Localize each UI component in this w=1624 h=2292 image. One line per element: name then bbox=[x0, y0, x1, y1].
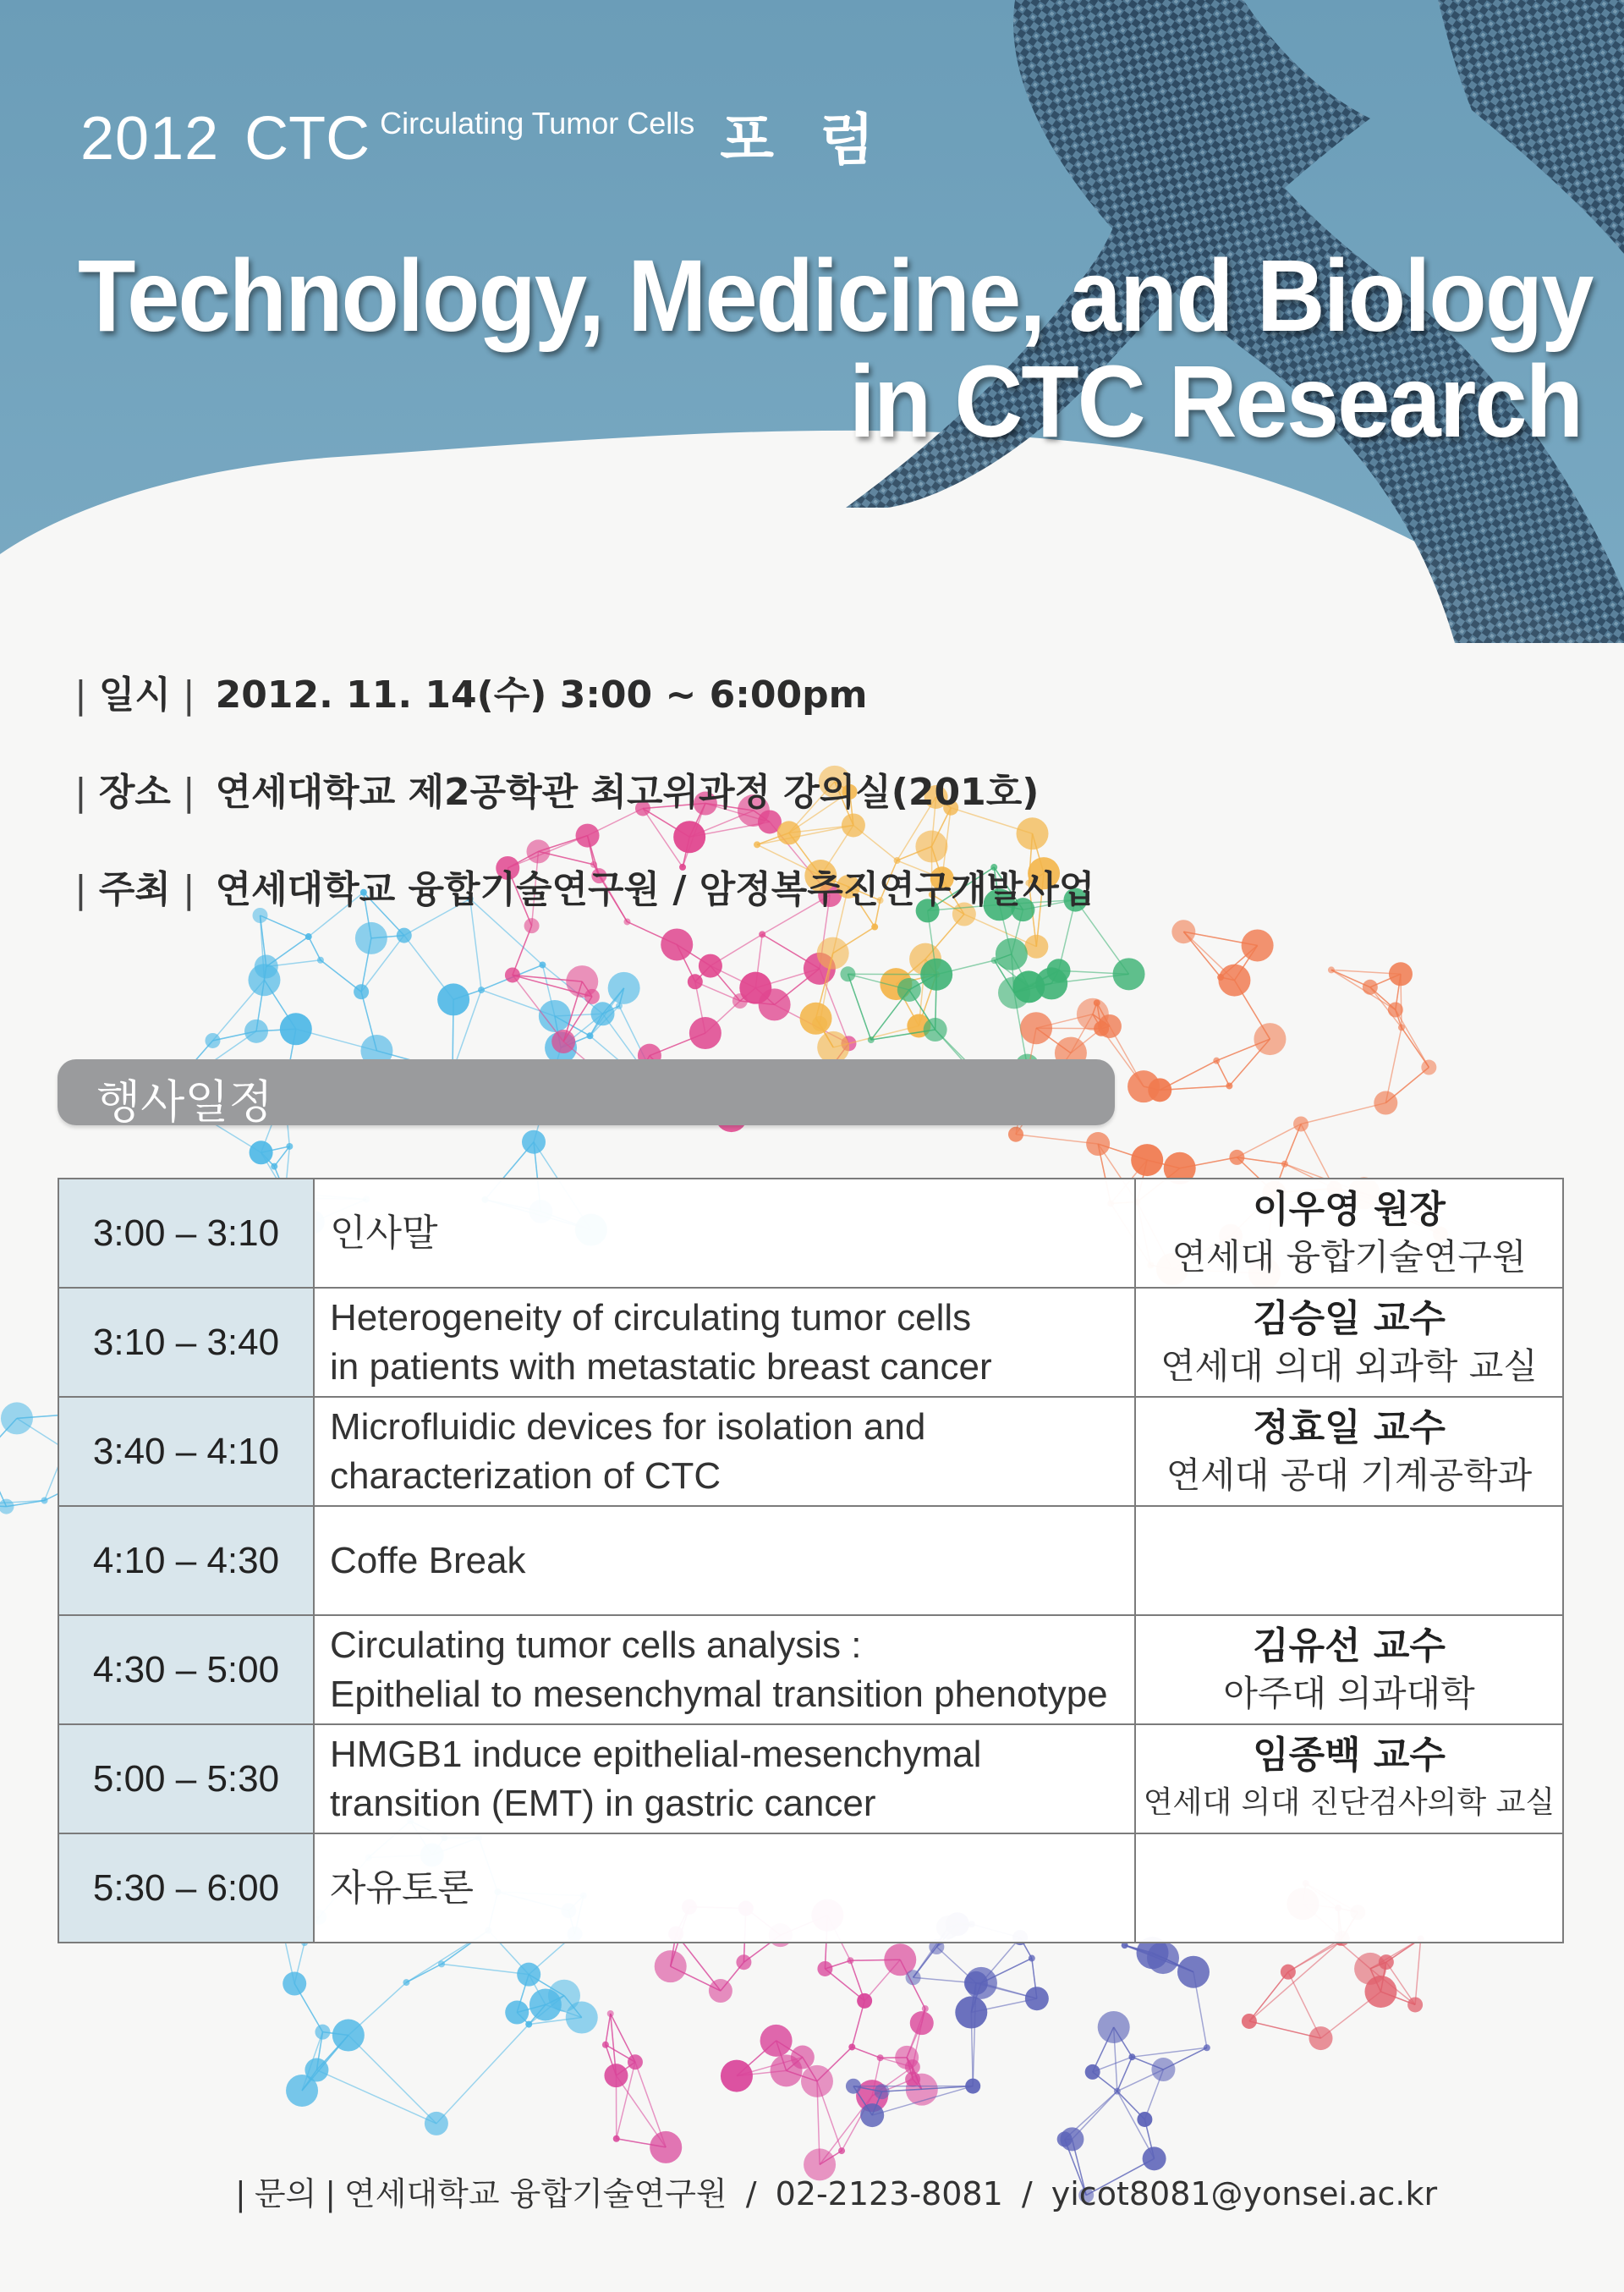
network-node bbox=[965, 2079, 980, 2094]
contact-phone: 02-2123-8081 bbox=[775, 2175, 1003, 2212]
network-node bbox=[777, 821, 801, 844]
speaker-affiliation: 연세대 공대 기계공학과 bbox=[1166, 1454, 1533, 1496]
network-node bbox=[517, 1963, 540, 1987]
network-node bbox=[283, 1972, 306, 1996]
topic-cell bbox=[314, 1615, 1135, 1724]
network-node bbox=[759, 988, 791, 1020]
network-node bbox=[524, 918, 540, 933]
network-node bbox=[812, 1016, 827, 1031]
network-node bbox=[910, 2011, 934, 2035]
network-node bbox=[315, 2025, 330, 2040]
network-node bbox=[244, 1020, 268, 1043]
network-node bbox=[1057, 2131, 1073, 2146]
network-node bbox=[591, 1002, 615, 1025]
speaker-cell bbox=[1135, 1179, 1563, 1288]
network-node bbox=[1114, 2088, 1121, 2095]
network-node bbox=[529, 1988, 562, 2020]
forum-ctc: CTC bbox=[244, 105, 370, 173]
contact-email[interactable]: yicot8081@yonsei.ac.kr bbox=[1051, 2175, 1438, 2212]
network-node bbox=[1281, 1965, 1296, 1980]
network-link bbox=[848, 974, 870, 1040]
network-node bbox=[1127, 1070, 1160, 1102]
table-row bbox=[58, 1397, 1563, 1506]
info-value: 연세대학교 제2공학관 최고위과정 강의실(201호) bbox=[215, 771, 1040, 814]
network-node bbox=[998, 976, 1030, 1009]
info-value: 연세대학교 융합기술연구원 / 암정복추진연구개발사업 bbox=[215, 868, 1095, 911]
network-node bbox=[505, 2001, 529, 2025]
network-node bbox=[539, 961, 546, 968]
speaker-cell bbox=[1135, 1615, 1563, 1724]
network-node bbox=[1151, 2058, 1175, 2081]
network-node bbox=[847, 1957, 853, 1964]
network-node bbox=[1388, 1002, 1403, 1017]
topic-cell bbox=[314, 1179, 1135, 1288]
topic-cell bbox=[314, 1397, 1135, 1506]
network-node bbox=[438, 1960, 445, 1967]
network-node bbox=[1242, 929, 1274, 961]
topic-cell bbox=[314, 1288, 1135, 1397]
network-link bbox=[606, 2014, 611, 2045]
network-node bbox=[760, 2025, 793, 2057]
network-node bbox=[688, 974, 703, 989]
network-node bbox=[655, 1950, 687, 1982]
network-node bbox=[922, 2005, 929, 2012]
network-node bbox=[1281, 1161, 1288, 1168]
speaker-cell bbox=[1135, 1724, 1563, 1833]
network-node bbox=[920, 959, 952, 991]
info-value: 2012. 11. 14(수) 3:00 ~ 6:00pm bbox=[215, 673, 868, 717]
network-node bbox=[1226, 1082, 1232, 1089]
network-node bbox=[1029, 1955, 1035, 1962]
network-node bbox=[1137, 2112, 1152, 2127]
network-node bbox=[699, 954, 722, 978]
topic-line: Circulating tumor cells analysis : bbox=[330, 1624, 862, 1666]
main-title-line-2: in CTC Research bbox=[848, 344, 1582, 459]
network-node bbox=[868, 1036, 875, 1043]
table-row bbox=[58, 1506, 1563, 1615]
network-node bbox=[317, 957, 324, 964]
speaker-cell bbox=[1135, 1506, 1563, 1615]
topic-cell bbox=[314, 1724, 1135, 1833]
network-node bbox=[1008, 1127, 1023, 1142]
network-link bbox=[852, 2047, 880, 2058]
info-host: | 주최 | 연세대학교 융합기술연구원 / 암정복추진연구개발사업 bbox=[74, 868, 1095, 911]
network-node bbox=[1328, 966, 1335, 973]
network-node bbox=[791, 2046, 815, 2069]
network-node bbox=[271, 1163, 277, 1170]
network-link bbox=[436, 2025, 529, 2124]
table-row bbox=[58, 1179, 1563, 1288]
network-node bbox=[838, 2147, 845, 2154]
network-node bbox=[1020, 1012, 1052, 1044]
network-node bbox=[996, 938, 1028, 970]
main-title-line-1: Technology, Medicine, and Biology bbox=[78, 239, 1593, 353]
contact-label: 문의 bbox=[254, 2175, 317, 2212]
forum-ctc-full: Circulating Tumor Cells bbox=[380, 106, 695, 140]
time-cell: 3:00 – 3:10 bbox=[58, 1179, 314, 1288]
network-node bbox=[248, 964, 280, 996]
network-node bbox=[673, 821, 705, 853]
network-node bbox=[1407, 1997, 1423, 2012]
speaker-cell bbox=[1135, 1397, 1563, 1506]
network-node bbox=[736, 1954, 751, 1970]
network-node bbox=[991, 957, 998, 964]
network-node bbox=[817, 937, 849, 970]
network-link bbox=[0, 1455, 6, 1507]
network-node bbox=[842, 813, 865, 837]
network-node bbox=[1077, 998, 1109, 1031]
network-node bbox=[613, 2135, 620, 2142]
network-node bbox=[354, 984, 369, 999]
network-node bbox=[817, 1961, 832, 1976]
network-node bbox=[1242, 2014, 1257, 2029]
contact-org: 연세대학교 융합기술연구원 bbox=[344, 2175, 727, 2212]
network-link bbox=[1415, 1939, 1421, 2005]
topic-line: Epithelial to mesenchymal transition phenotype bbox=[330, 1673, 1108, 1715]
network-node bbox=[551, 1030, 575, 1053]
network-node bbox=[608, 972, 640, 1004]
network-node bbox=[1085, 2064, 1100, 2080]
network-node bbox=[871, 924, 878, 931]
network-node bbox=[1128, 2053, 1135, 2060]
network-node bbox=[759, 931, 765, 937]
network-node bbox=[1024, 935, 1048, 959]
network-node bbox=[1171, 920, 1195, 943]
network-node bbox=[397, 928, 412, 943]
network-node bbox=[895, 2046, 919, 2069]
network-link bbox=[513, 926, 532, 975]
network-node bbox=[604, 2064, 628, 2087]
network-node bbox=[1098, 2011, 1130, 2043]
time-cell: 3:10 – 3:40 bbox=[58, 1288, 314, 1397]
network-node bbox=[1131, 1144, 1163, 1176]
network-link bbox=[442, 1964, 529, 1974]
schedule-heading: 행사일정 bbox=[96, 1075, 273, 1129]
network-node bbox=[437, 983, 469, 1015]
network-node bbox=[877, 2054, 884, 2061]
network-link bbox=[1396, 1009, 1429, 1067]
schedule-table bbox=[58, 1178, 1564, 1943]
network-link bbox=[1132, 2047, 1206, 2057]
network-node bbox=[732, 993, 748, 1009]
network-node bbox=[478, 987, 485, 993]
network-node bbox=[1254, 1023, 1286, 1055]
network-node bbox=[1204, 2044, 1210, 2051]
network-link bbox=[1216, 1061, 1229, 1086]
network-node bbox=[305, 933, 312, 940]
network-node bbox=[1113, 958, 1145, 990]
speaker-name: 이우영 원장 bbox=[1253, 1187, 1446, 1231]
network-node bbox=[1374, 1091, 1397, 1115]
network-node bbox=[875, 2084, 890, 2099]
network-node bbox=[525, 2021, 532, 2028]
topic-line: in patients with metastatic breast cancer bbox=[330, 1345, 992, 1388]
topic-line: 자유토론 bbox=[330, 1866, 475, 1909]
network-node bbox=[1213, 1058, 1220, 1064]
network-node bbox=[1421, 1060, 1436, 1075]
time-cell: 4:10 – 4:30 bbox=[58, 1506, 314, 1615]
info-label: 일시 bbox=[98, 673, 171, 717]
network-link bbox=[1249, 1943, 1340, 2021]
network-node bbox=[205, 1033, 220, 1048]
topic-line: transition (EMT) in gastric cancer bbox=[330, 1782, 876, 1824]
table-row bbox=[58, 1615, 1563, 1724]
network-node bbox=[576, 824, 600, 848]
network-node bbox=[955, 1997, 987, 2029]
speaker-affiliation: 아주대 의과대학 bbox=[1223, 1672, 1475, 1714]
network-link bbox=[321, 960, 361, 992]
network-node bbox=[623, 918, 630, 925]
network-node bbox=[1035, 967, 1067, 999]
info-label: 주최 bbox=[98, 868, 171, 911]
network-node bbox=[607, 2010, 614, 2017]
network-node bbox=[0, 1499, 14, 1514]
topic-line: HMGB1 induce epithelial-mesenchymal bbox=[330, 1733, 982, 1775]
topic-line: Coffe Break bbox=[330, 1539, 526, 1581]
topic-cell bbox=[314, 1833, 1135, 1943]
topic-cell bbox=[314, 1506, 1135, 1615]
network-node bbox=[304, 2058, 328, 2082]
network-node bbox=[801, 2065, 833, 2097]
network-node bbox=[897, 978, 921, 1002]
network-node bbox=[1, 1402, 33, 1434]
network-node bbox=[41, 1497, 48, 1503]
speaker-affiliation: 연세대 의대 외과학 교실 bbox=[1160, 1344, 1538, 1387]
network-node bbox=[754, 841, 760, 848]
network-node bbox=[1229, 1150, 1244, 1165]
network-node bbox=[628, 2054, 643, 2069]
network-node bbox=[860, 2103, 884, 2127]
network-node bbox=[1389, 962, 1413, 986]
network-node bbox=[1086, 1132, 1110, 1156]
network-link bbox=[1016, 1135, 1098, 1144]
network-node bbox=[602, 2042, 609, 2048]
time-cell: 3:40 – 4:10 bbox=[58, 1397, 314, 1506]
speaker-affiliation: 연세대 의대 진단검사의학 교실 bbox=[1143, 1784, 1555, 1820]
network-link bbox=[316, 2070, 436, 2124]
network-link bbox=[348, 2036, 436, 2124]
forum-year: 2012 bbox=[80, 105, 220, 173]
network-link bbox=[1237, 1124, 1301, 1157]
topic-line: 인사말 bbox=[330, 1212, 438, 1254]
network-link bbox=[309, 937, 321, 960]
forum-title-line bbox=[80, 95, 889, 175]
schedule-heading-tab bbox=[58, 1059, 1115, 1129]
network-node bbox=[566, 2002, 598, 2034]
network-node bbox=[915, 830, 947, 862]
network-node bbox=[1309, 2026, 1333, 2050]
network-node bbox=[848, 2043, 855, 2050]
network-node bbox=[924, 1018, 947, 1042]
contact-footer: | 문의 | 연세대학교 융합기술연구원 / 02-2123-8081 / yicot8081@yonsei.ac.kr bbox=[235, 2175, 1438, 2212]
speaker-cell bbox=[1135, 1288, 1563, 1397]
forum-label: 포 럼 bbox=[720, 108, 890, 171]
network-node bbox=[1025, 1987, 1049, 2010]
speaker-name: 정효일 교수 bbox=[1253, 1405, 1446, 1449]
network-node bbox=[846, 2079, 861, 2094]
speaker-cell bbox=[1135, 1833, 1563, 1943]
network-node bbox=[286, 1143, 293, 1150]
network-node bbox=[840, 966, 855, 981]
network-node bbox=[1017, 817, 1049, 849]
network-node bbox=[857, 1993, 872, 2009]
network-node bbox=[1398, 1024, 1405, 1031]
network-node bbox=[522, 1130, 546, 1154]
time-cell: 5:00 – 5:30 bbox=[58, 1724, 314, 1833]
table-row bbox=[58, 1288, 1563, 1397]
speaker-name: 임종백 교수 bbox=[1253, 1733, 1446, 1777]
info-venue: | 장소 | 연세대학교 제2공학관 최고위과정 강의실(201호) bbox=[74, 771, 1040, 814]
time-cell: 5:30 – 6:00 bbox=[58, 1833, 314, 1943]
info-label: 장소 bbox=[98, 771, 171, 814]
topic-line: Heterogeneity of circulating tumor cells bbox=[330, 1296, 972, 1338]
speaker-affiliation: 연세대 융합기술연구원 bbox=[1171, 1235, 1527, 1278]
info-date: | 일시 | 2012. 11. 14(수) 3:00 ~ 6:00pm bbox=[74, 673, 868, 717]
network-node bbox=[403, 1979, 409, 1986]
header-banner bbox=[0, 0, 1624, 643]
network-node bbox=[1293, 1116, 1309, 1131]
network-node bbox=[1379, 1954, 1394, 1970]
network-node bbox=[689, 1017, 721, 1049]
network-node bbox=[586, 1032, 593, 1039]
network-node bbox=[661, 928, 693, 960]
table-row bbox=[58, 1833, 1563, 1943]
network-node bbox=[1363, 980, 1378, 995]
topic-line: Microfluidic devices for isolation and bbox=[330, 1405, 926, 1448]
network-node bbox=[250, 1141, 273, 1164]
network-node bbox=[1177, 1956, 1210, 1988]
network-link bbox=[261, 915, 309, 937]
network-node bbox=[584, 989, 600, 1004]
network-node bbox=[280, 1013, 312, 1045]
speaker-name: 김유선 교수 bbox=[1253, 1624, 1446, 1668]
network-node bbox=[650, 2131, 682, 2163]
network-node bbox=[1218, 965, 1250, 997]
network-node bbox=[425, 2112, 448, 2135]
network-node bbox=[355, 922, 387, 954]
network-node bbox=[964, 1971, 988, 1995]
network-node bbox=[709, 1979, 732, 2003]
network-node bbox=[505, 967, 520, 982]
time-cell: 4:30 – 5:00 bbox=[58, 1615, 314, 1724]
network-node bbox=[906, 1970, 921, 1985]
network-node bbox=[332, 2020, 365, 2052]
network-node bbox=[721, 2060, 753, 2092]
topic-line: characterization of CTC bbox=[330, 1454, 721, 1497]
network-link bbox=[1249, 1972, 1288, 2021]
table-row bbox=[58, 1724, 1563, 1833]
network-link bbox=[1301, 1103, 1385, 1124]
speaker-name: 김승일 교수 bbox=[1253, 1296, 1446, 1340]
